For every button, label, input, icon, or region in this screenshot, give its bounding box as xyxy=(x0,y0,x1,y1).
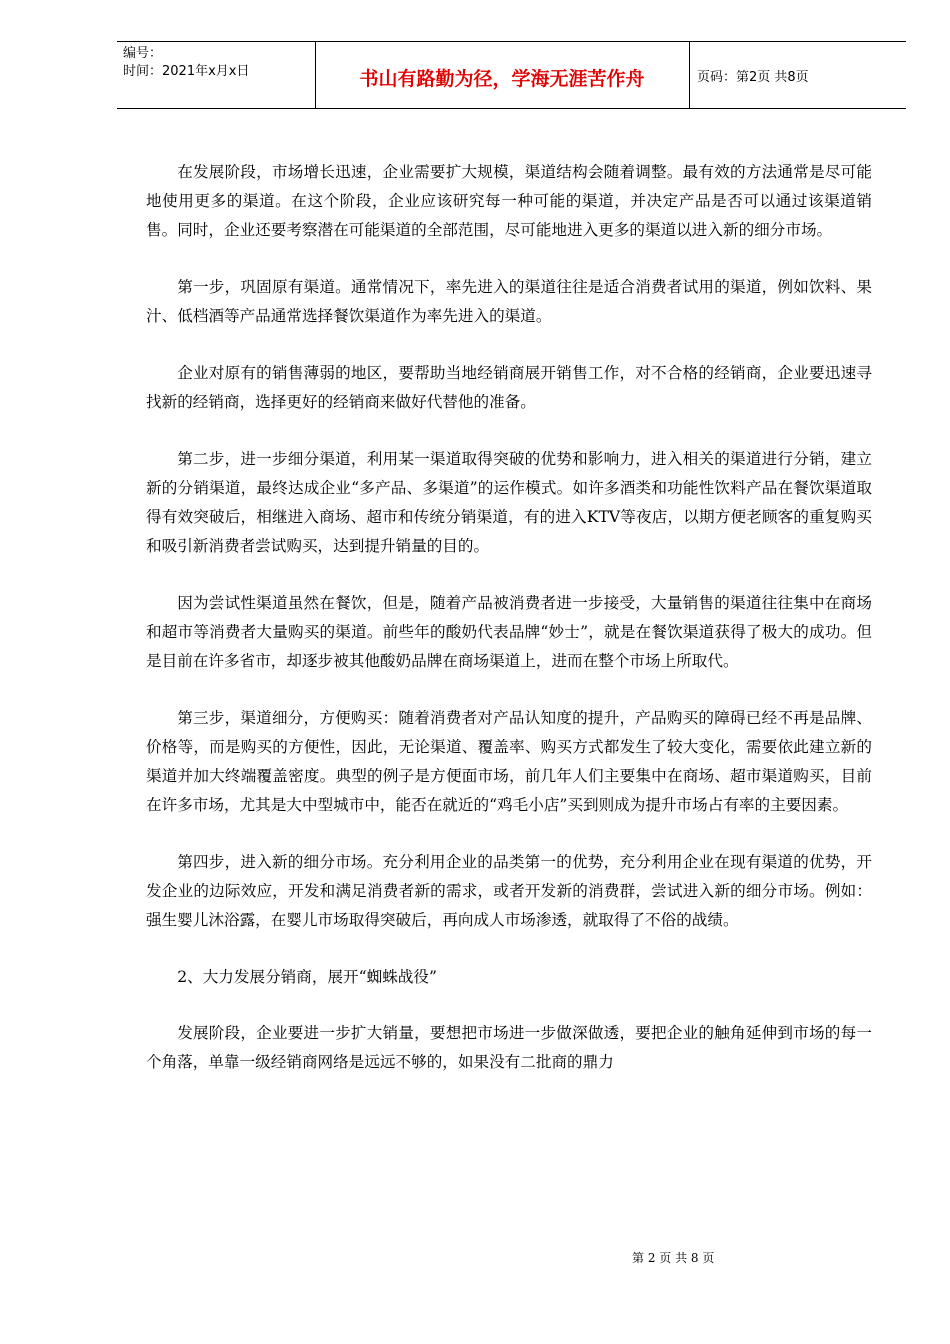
page-footer: 第 2 页 共 8 页 xyxy=(632,1251,715,1265)
time-label: 时间：2021年x月x日 xyxy=(123,64,250,79)
section-heading: 2、大力发展分销商，展开“蜘蛛战役” xyxy=(177,968,437,986)
paragraph-7: 第四步，进入新的细分市场。充分利用企业的品类第一的优势，充分利用企业在现有渠道的优势，开发企业的边际效应，开发和满足消费者新的需求，或者开发新的消费群，尝试进入新的细分市场。例如：强生婴儿沐浴露，在婴儿市场取得突破后，再向成人市场渗透，就取得了不俗的战绩。 xyxy=(146,853,872,929)
document-body xyxy=(146,158,872,1105)
paragraph-3: 企业对原有的销售薄弱的地区，要帮助当地经销商展开销售工作，对不合格的经销商，企业要迅速寻找新的经销商，选择更好的经销商来做好代替他的准备。 xyxy=(146,364,872,411)
number-label: 编号： xyxy=(123,46,163,61)
header-page-cell xyxy=(689,42,906,108)
header-meta-cell xyxy=(117,42,316,108)
header-motto-cell xyxy=(315,42,690,108)
page-header xyxy=(117,41,906,109)
paragraph-5: 因为尝试性渠道虽然在餐饮，但是，随着产品被消费者进一步接受，大量销售的渠道往往集中在商场和超市等消费者大量购买的渠道。前些年的酸奶代表品牌“妙士”，就是在餐饮渠道获得了极大的成功。但是目前在许多省市，却逐步被其他酸奶品牌在商场渠道上，进而在整个市场上所取代。 xyxy=(146,594,872,670)
paragraph-8: 发展阶段，企业要进一步扩大销量，要想把市场进一步做深做透，要把企业的触角延伸到市场的每一个角落，单靠一级经销商网络是远远不够的，如果没有二批商的鼎力 xyxy=(146,1024,872,1071)
paragraph-4: 第二步，进一步细分渠道，利用某一渠道取得突破的优势和影响力，进入相关的渠道进行分销，建立新的分销渠道，最终达成企业“多产品、多渠道”的运作模式。如许多酒类和功能性饮料产品在餐饮渠道取得有效突破后，相继进入商场、超市和传统分销渠道，有的进入KTV等夜店，以期方便老顾客的重复购买和吸引新消费者尝试购买，达到提升销量的目的。 xyxy=(146,450,872,555)
paragraph-6: 第三步，渠道细分，方便购买：随着消费者对产品认知度的提升，产品购买的障碍已经不再是品牌、价格等，而是购买的方便性，因此，无论渠道、覆盖率、购买方式都发生了较大变化，需要依此建立新的渠道并加大终端覆盖密度。典型的例子是方便面市场，前几年人们主要集中在商场、超市渠道购买，目前在许多市场，尤其是大中型城市中，能否在就近的“鸡毛小店”买到则成为提升市场占有率的主要因素。 xyxy=(146,709,872,814)
paragraph-1: 在发展阶段，市场增长迅速，企业需要扩大规模，渠道结构会随着调整。最有效的方法通常是尽可能地使用更多的渠道。在这个阶段，企业应该研究每一种可能的渠道，并决定产品是否可以通过该渠道销售。同时，企业还要考察潜在可能渠道的全部范围，尽可能地进入更多的渠道以进入新的细分市场。 xyxy=(146,163,872,239)
header-motto: 书山有路勤为径，学海无涯苦作舟 xyxy=(359,68,645,90)
paragraph-2: 第一步，巩固原有渠道。通常情况下，率先进入的渠道往往是适合消费者试用的渠道，例如饮料、果汁、低档酒等产品通常选择餐饮渠道作为率先进入的渠道。 xyxy=(146,278,872,325)
header-page-label: 页码：第2页 共8页 xyxy=(697,70,809,85)
